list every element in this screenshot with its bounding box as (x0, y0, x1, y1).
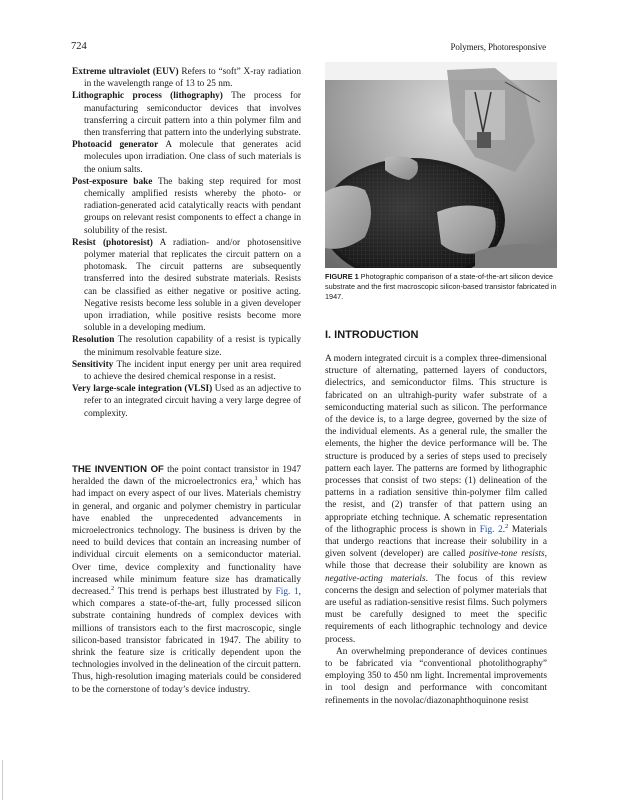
glossary-definition: Refers to “soft” X-ray radiation in the wavelength range of 13 to 25 nm. (84, 67, 302, 90)
left-column (72, 66, 301, 696)
intro-paragraph (72, 464, 301, 696)
glossary-term: Photoacid generator (72, 140, 159, 151)
glossary-term: Extreme ultraviolet (EUV) (72, 67, 179, 77)
body-text: . The focus of this review concerns the design and selection of polymer materials that are useful as radiation-sensitive resist films. Such polymers must be carefully designed to meet the specific requirements of each lithographic technology and device process. (325, 573, 547, 645)
section-heading: I. INTRODUCTION (325, 329, 419, 341)
glossary-term: Sensitivity (72, 359, 114, 370)
glossary-term: Post-exposure bake (72, 176, 153, 187)
figure-link[interactable]: Fig. 2 (479, 524, 503, 535)
right-column-body (325, 353, 547, 707)
caption-label: FIGURE 1 (325, 272, 359, 281)
glossary-definition: The baking step required for most chemically amplified resists whereby the photo- or radiation-generated acid catalytically reacts with pendant groups on relevant resist components to effect a change in solubility of the resist. (84, 176, 302, 236)
footnote-ref[interactable]: 2 (505, 522, 509, 530)
glossary-definition: A molecule that generates acid molecules upon irradiation. One class of such materials is the onium salts. (84, 140, 302, 175)
glossary-entry (72, 139, 301, 176)
glossary (72, 66, 301, 420)
body-text: . (502, 524, 506, 535)
glossary-definition: The resolution capability of a resist is typically the minimum resolvable feature size. (84, 335, 301, 358)
glossary-definition: Used as an adjective to refer to an integrated circuit having a very large degree of complexity. (84, 384, 302, 419)
figure-link[interactable]: Fig. 1 (275, 586, 299, 597)
glossary-term: Resist (photoresist) (72, 237, 153, 248)
running-head: Polymers, Photoresponsive (450, 42, 546, 52)
glossary-entry (72, 90, 301, 139)
figure-1-photo (325, 62, 557, 268)
intro-text: This trend is perhaps best illustrated by (114, 586, 276, 597)
glossary-term: Lithographic process (lithography) (72, 91, 223, 102)
body-text: A modern integrated circuit is a complex three-dimensional structure of alternating, patterned layers of conductors, dielectrics, and semiconductor films. This structure is fabricated on an ultrahigh-purity wafer substrate of a semiconducting material such as silicon. The performance of the device is, to a large degree, governed by the size of the individual elements. As a general rule, the smaller the elements, the higher the device performance will be. The structure is produced by a series of steps used to precisely pattern each layer. The patterns are formed by lithographic processes that consist of two steps: (1) delineation of the patterns in a radiation sensitive thin-polymer film called the resist, and (2) transfer of that pattern using an appropriate etching technique. A schematic representation of the lithographic process is shown in (325, 354, 547, 535)
emphasis-term: positive-tone resists (469, 549, 545, 560)
glossary-entry (72, 237, 301, 335)
intro-text: , which compares a state-of-the-art, fully processed silicon substrate containing hundreds of complex devices with millions of transistors each to the first macroscopic, single silicon-based transistor fabricated in 1947. The ability to shrink the feature size is critically dependent upon the technologies involved in the delineation of the circuit pattern. Thus, high-resolution imaging materials could be considered to be the cornerstone of today’s device industry. (72, 586, 301, 695)
glossary-entry (72, 359, 301, 383)
caption-text: Photographic comparison of a state-of-the-art silicon device substrate and the first macroscopic silicon-based transistor fabricated in 1947. (325, 272, 557, 301)
glossary-entry (72, 66, 301, 90)
body-text: Materials that undergo reactions that increase their solubility in a given solvent (developer) are called (325, 524, 547, 560)
glossary-definition: A radiation- and/or photosensitive polymer material that replicates the circuit pattern on a photomask. The circuit patterns are subsequently transferred into the desired substrate materials. Resists can be classified as either negative or positive acting. Negative resists become less soluble in a given developer upon irradiation, while positive resists become more soluble in a developing medium. (84, 237, 302, 334)
intro-text: the point contact transistor in 1947 heralded the dawn of the microelectronics era, (72, 464, 301, 488)
body-paragraph (325, 353, 547, 646)
margin-mark (2, 760, 3, 800)
glossary-entry (72, 383, 301, 420)
footnote-ref[interactable]: 2 (110, 584, 115, 592)
intro-lead: THE INVENTION OF (72, 463, 164, 475)
glossary-entry (72, 176, 301, 237)
glossary-definition: The process for manufacturing semiconductor devices that involves transferring a circuit pattern into a thin polymer film and then transferring that pattern into the underlying substrate. (84, 91, 301, 139)
glossary-term: Resolution (72, 335, 115, 346)
body-text: , while those that decrease their solubility are known as (325, 549, 547, 572)
glossary-definition: The incident input energy per unit area required to achieve the desired chemical response in a resist. (84, 359, 301, 383)
glossary-entry (72, 334, 301, 358)
figure-caption (325, 272, 557, 302)
footnote-ref[interactable]: 1 (254, 475, 258, 482)
body-paragraph: An overwhelming preponderance of devices continues to be fabricated via “conventional photolithography” employing 350 to 450 nm light. Incremental improvements in tool design and performance with concomitant refinements in the novolac/diazonaphthoquinone resist (325, 646, 547, 706)
emphasis-term: negative-acting materials (325, 573, 426, 584)
photograph-image (325, 62, 557, 268)
glossary-term: Very large-scale integration (VLSI) (72, 384, 213, 395)
page-number: 724 (71, 41, 87, 52)
intro-text: which has had impact on every aspect of our lives. Materials chemistry in general, and organic and polymer chemistry in particular have enabled the unprecedented advancements in microelectronics technology. The business is driven by the need to build devices that contain an increasing number of individual circuit elements on a semiconductor material. Over time, device complexity and functionality have increased while minimum feature size has dramatically decreased. (72, 477, 301, 597)
